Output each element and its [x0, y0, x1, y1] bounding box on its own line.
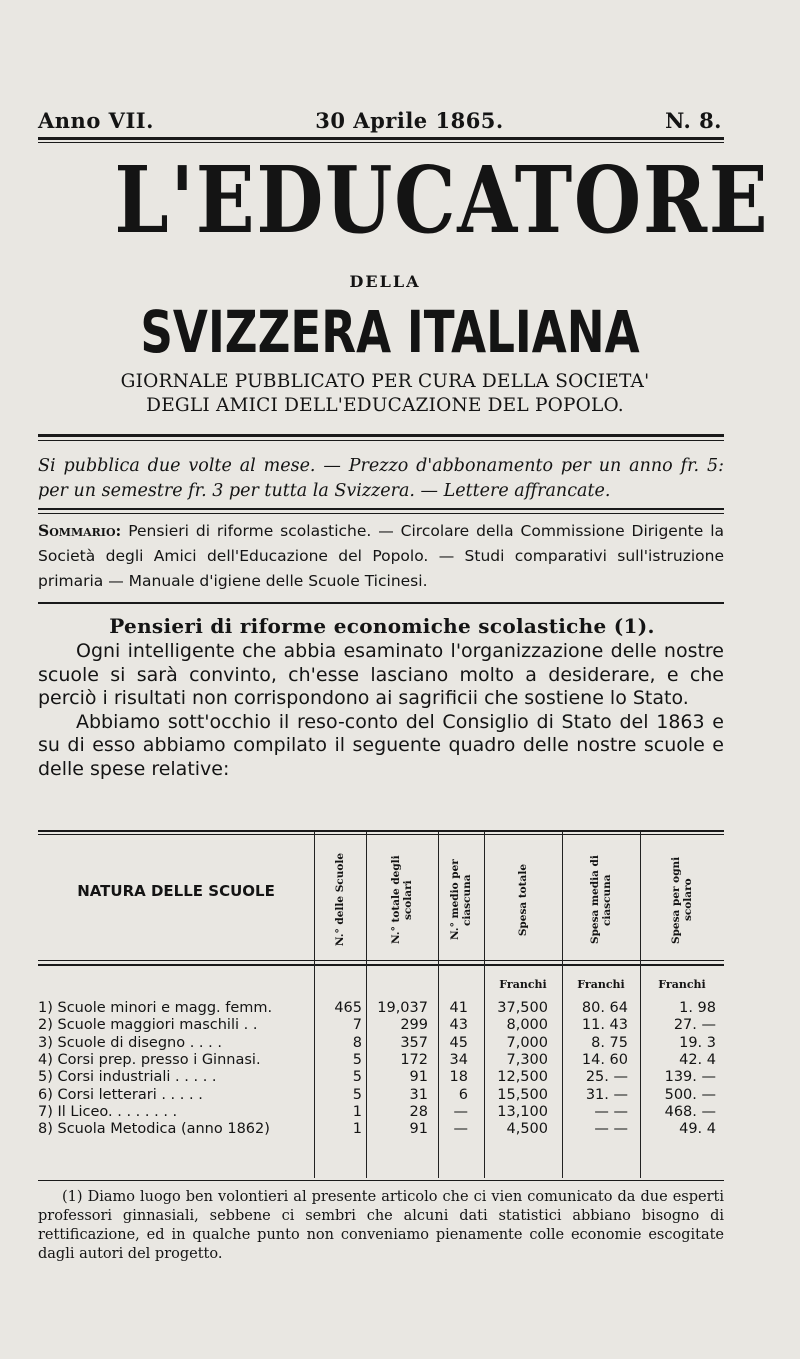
masthead-rule — [38, 137, 724, 140]
journal-description — [40, 370, 730, 418]
table-top-rule-thin — [38, 834, 724, 835]
header-label: N.° delle Scuole — [334, 853, 346, 947]
article-body — [38, 640, 724, 781]
table-cell-media: — — — [594, 1103, 628, 1120]
table-header-col — [562, 840, 640, 960]
table-top-rule — [38, 830, 724, 832]
unit-label: Franchi — [499, 978, 547, 991]
divider — [38, 602, 724, 604]
table-cell-media: 14. 60 — [581, 1051, 628, 1068]
description-line-2: DEGLI AMICI DELL'EDUCAZIONE DEL POPOLO. — [146, 395, 624, 416]
table-cell-tot: 31 — [409, 1086, 428, 1103]
header-label: N.° totale degli scolari — [390, 855, 414, 945]
summary-label: Sommario: — [38, 521, 122, 540]
table-cell-tot: 357 — [400, 1034, 428, 1051]
table-cell-tot: 19,037 — [377, 1000, 428, 1016]
table-cell-name: 1) Scuole minori e magg. femm. — [38, 1000, 273, 1016]
unit-label: Franchi — [658, 978, 706, 991]
table-cell-media: 8. 75 — [591, 1034, 628, 1051]
table-header-col — [640, 840, 724, 960]
article-paragraph-1: Ogni intelligente che abbia esaminato l'organizzazione delle nostre scuole si sarà convinto, ch'esse lasciano molto a desiderare, e che perciò i risultati non corrispondono ai sagrificii che sostiene lo Stato. — [38, 640, 724, 709]
table-cell-media: — — — [594, 1121, 628, 1138]
table-cell-media: 80. 64 — [581, 1000, 628, 1016]
table-cell-scol: 1. 98 — [679, 1000, 716, 1016]
issue-date: 30 Aprile 1865. — [315, 108, 504, 133]
table-cell-n: 7 — [352, 1017, 362, 1034]
table-cell-spesa: 4,500 — [506, 1121, 548, 1138]
divider — [38, 508, 724, 510]
table-row — [38, 1017, 724, 1034]
table-cell-scol: 19. 3 — [679, 1034, 716, 1051]
table-cell-spesa: 15,500 — [497, 1086, 548, 1103]
table-header-rule-thick — [38, 964, 724, 966]
divider — [38, 434, 724, 437]
description-line-1: GIORNALE PUBBLICATO PER CURA DELLA SOCIETA' — [120, 371, 650, 392]
footnote — [38, 1188, 724, 1264]
table-cell-tot: 91 — [409, 1069, 428, 1086]
table-cell-med: — — [453, 1121, 468, 1138]
table-cell-med: 43 — [449, 1017, 468, 1034]
table-cell-name: 3) Scuole di disegno . . . . — [38, 1034, 222, 1051]
subscription-notice: Si pubblica due volte al mese. — Prezzo d'abbonamento per un anno fr. 5: per un semestre fr. 3 per tutta la Svizzera. — Lettere affrancate. — [38, 456, 724, 501]
table-cell-tot: 299 — [400, 1017, 428, 1034]
table-cell-spesa: 7,300 — [506, 1051, 548, 1068]
table-row — [38, 1087, 724, 1104]
journal-title: L'EDUCATORE — [114, 146, 770, 254]
table-cell-name: 6) Corsi letterari . . . . . — [38, 1086, 203, 1103]
table-header-col — [484, 840, 562, 960]
table-row — [38, 1069, 724, 1086]
table-cell-scol: 27. — — [673, 1017, 716, 1034]
table-header-col — [314, 840, 366, 960]
table-row — [38, 1035, 724, 1052]
footnote-text: (1) Diamo luogo ben volontieri al presente articolo che ci vien comunicato da due esperti professori ginnasiali, sebbene ci sembri che alcuni dati statistici abbiano bisogno di rettificazione, ed in qualche punto non conveniamo pienamente colle economie escogitate dagli autori del progetto. — [38, 1189, 724, 1262]
table-row — [38, 1000, 724, 1017]
table-header-natura: NATURA DELLE SCUOLE — [77, 882, 275, 900]
table-cell-spesa: 7,000 — [506, 1034, 548, 1051]
table-cell-scol: 139. — — [664, 1069, 716, 1086]
table-cell-spesa: 8,000 — [506, 1017, 548, 1034]
table-cell-med: 6 — [458, 1086, 468, 1103]
table-of-contents — [38, 518, 724, 594]
issue-number: N. 8. — [665, 108, 722, 133]
table-cell-media: 11. 43 — [581, 1017, 628, 1034]
table-cell-n: 5 — [352, 1069, 362, 1086]
table-cell-n: 465 — [334, 1000, 362, 1016]
table-cell-spesa: 37,500 — [497, 1000, 548, 1016]
header-label: Spesa totale — [517, 863, 529, 937]
table-cell-n: 8 — [352, 1034, 362, 1051]
table-cell-scol: 49. 4 — [679, 1121, 716, 1138]
table-row — [38, 1104, 724, 1121]
table-bottom-rule — [38, 1180, 724, 1181]
table-cell-tot: 28 — [409, 1103, 428, 1120]
table-cell-med: 34 — [449, 1051, 468, 1068]
header-label: N.° medio per ciascuna — [449, 859, 473, 941]
journal-title-della: DELLA — [349, 272, 421, 291]
table-cell-scol: 42. 4 — [679, 1051, 716, 1068]
table-cell-name: 5) Corsi industriali . . . . . — [38, 1069, 217, 1086]
table-cell-spesa: 13,100 — [497, 1103, 548, 1120]
table-cell-name: 7) Il Liceo. . . . . . . . — [38, 1103, 178, 1120]
table-cell-med: 45 — [449, 1034, 468, 1051]
table-cell-med: 41 — [449, 1000, 468, 1016]
journal-subtitle-title: SVIZZERA ITALIANA — [140, 298, 640, 366]
article-paragraph-2: Abbiamo sott'occhio il reso-conto del Consiglio di Stato del 1863 e su di esso abbiamo compilato il seguente quadro delle nostre scuole e delle spese relative: — [38, 710, 724, 780]
table-cell-tot: 91 — [409, 1121, 428, 1138]
table-cell-n: 1 — [352, 1103, 362, 1120]
unit-label: Franchi — [577, 978, 625, 991]
table-cell-n: 1 — [352, 1121, 362, 1138]
table-cell-name: 4) Corsi prep. presso i Ginnasi. — [38, 1051, 261, 1068]
table-header-rule — [38, 960, 724, 961]
table-cell-media: 31. — — [585, 1086, 628, 1103]
table-cell-scol: 468. — — [664, 1103, 716, 1120]
article-title: Pensieri di riforme economiche scolastiche (1). — [109, 614, 655, 638]
table-cell-media: 25. — — [585, 1069, 628, 1086]
table-cell-med: — — [453, 1103, 468, 1120]
table-cell-tot: 172 — [400, 1051, 428, 1068]
divider-thin — [38, 513, 724, 514]
issue-year: Anno VII. — [38, 108, 154, 133]
summary-text: Pensieri di riforme scolastiche. — Circolare della Commissione Dirigente la Società degli Amici dell'Educazione del Popolo. — Studi comparativi sull'istruzione primaria — Manuale d'igiene delle Scuole Ticinesi. — [38, 522, 724, 590]
divider-thin — [38, 440, 724, 441]
masthead-line — [38, 108, 722, 133]
table-cell-name: 8) Scuola Metodica (anno 1862) — [38, 1121, 270, 1138]
masthead-rule-thin — [38, 142, 724, 143]
header-label: Spesa media di ciascuna — [589, 855, 613, 945]
table-header-col — [366, 840, 438, 960]
table-header-col — [438, 840, 484, 960]
table-row — [38, 1052, 724, 1069]
table-cell-n: 5 — [352, 1086, 362, 1103]
table-cell-name: 2) Scuole maggiori maschili . . — [38, 1017, 258, 1034]
table-cell-scol: 500. — — [664, 1086, 716, 1103]
table-row — [38, 1121, 724, 1138]
header-label: Spesa per ogni scolaro — [670, 856, 694, 944]
table-cell-spesa: 12,500 — [497, 1069, 548, 1086]
table-cell-n: 5 — [352, 1051, 362, 1068]
table-cell-med: 18 — [449, 1069, 468, 1086]
